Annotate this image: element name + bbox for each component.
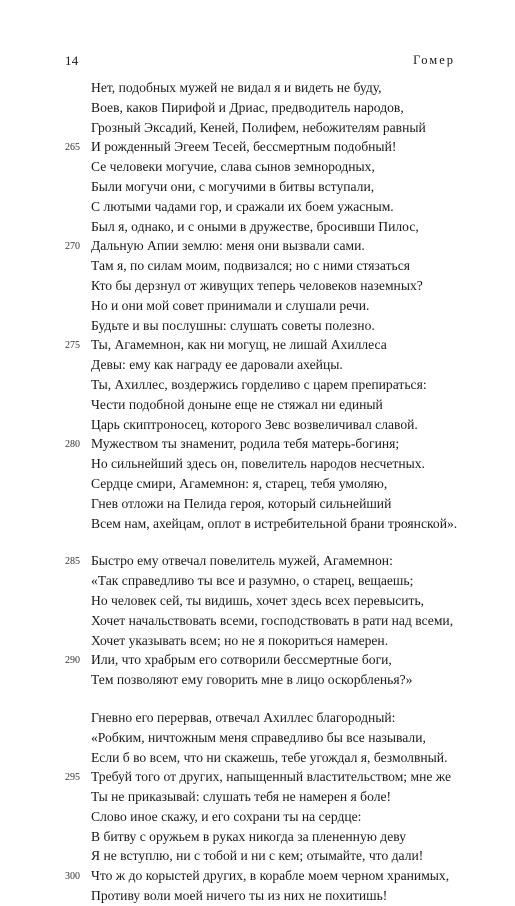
verse-line (0, 236, 515, 256)
verse-line (0, 787, 515, 807)
verse-line (0, 886, 515, 906)
verse-text: И рожденный Эгеем Тесей, бессмертным подобный! (91, 139, 397, 155)
verse-text: Хочет указывать всем; но не я покориться намерен. (91, 632, 389, 648)
verse-line (0, 197, 515, 217)
verse-line (0, 611, 515, 631)
line-number: 295 (65, 772, 80, 784)
verse-line (0, 177, 515, 197)
verse-text: Гнев отложи на Пелида героя, который сильнейший (91, 495, 392, 511)
verse-text: Быстро ему отвечал повелитель мужей, Агамемнон: (91, 553, 393, 569)
verse-line (0, 827, 515, 847)
verse-text: Ты, Ахиллес, воздержись горделиво с царем препираться: (91, 376, 427, 392)
verse-line (0, 276, 515, 296)
verse-text: Грозный Эксадий, Кеней, Полифем, небожителям равный (91, 119, 426, 135)
verse-text: Но сильнейший здесь он, повелитель народов несчетных. (91, 456, 425, 472)
verse-text: Всем нам, ахейцам, оплот в истребительной брани троянской». (91, 515, 458, 531)
verse-line (0, 474, 515, 494)
verse-line (0, 157, 515, 177)
verse-line (0, 137, 515, 157)
stanza (0, 551, 515, 690)
verse-line (0, 650, 515, 670)
verse-text: Противу воли моей ничего ты из них не похитишь! (91, 888, 388, 904)
verse-text: Там я, по силам моим, подвизался; но с ними стязаться (91, 258, 411, 274)
verse-line (0, 375, 515, 395)
verse-text: Нет, подобных мужей не видал я и видеть не буду, (91, 80, 382, 95)
verse-line (0, 571, 515, 591)
verse-text: Что ж до корыстей других, в корабле моем черном хранимых, (91, 868, 450, 884)
verse-text: Тем позволяют ему говорить мне в лицо оскорбленья?» (91, 672, 413, 688)
verse-text: С лютыми чадами гор, и сражали их боем ужасным. (91, 198, 394, 214)
verse-line (0, 217, 515, 237)
verse-text: Требуй того от других, напыщенный властительством; мне же (91, 769, 452, 785)
verse-text: Царь скиптроносец, которого Зевс возвеличивал славой. (91, 416, 418, 432)
verse-text: Гневно его перервав, отвечал Ахиллес благородный: (91, 709, 396, 725)
verse-text: Я не вступлю, ни с тобой и ни с кем; отымайте, что дали! (91, 848, 424, 864)
line-number: 280 (65, 439, 80, 451)
line-number: 265 (65, 142, 80, 154)
verse-text: Будьте и вы послушны: слушать советы полезно. (91, 317, 375, 333)
verse-text: Хочет начальствовать всеми, господствовать в рати над всеми, (91, 612, 454, 628)
line-number: 285 (65, 556, 80, 568)
verse-text: Ты, Агамемнон, как ни могущ, не лишай Ахиллеса (91, 337, 387, 353)
verse-line (0, 708, 515, 728)
stanza (0, 708, 515, 906)
verse-text: Девы: ему как награду ее даровали ахейцы. (91, 357, 343, 373)
page-number: 14 (65, 53, 79, 68)
verse-text: «Так справедливо ты все и разумно, о старец, вещаешь; (91, 573, 414, 589)
verse-text: Ты не приказывай: слушать тебя не намерен я боле! (91, 789, 392, 805)
verse-text: Был я, однако, и с оными в дружестве, бросивши Пилос, (91, 218, 419, 234)
verse-line (0, 355, 515, 375)
verse-line (0, 395, 515, 415)
verse-text: Сердце смири, Агамемнон: я, старец, тебя умоляю, (91, 475, 388, 491)
line-number: 275 (65, 340, 80, 352)
verse-line (0, 807, 515, 827)
verse-text: Но и они мой совет принимали и слушали речи. (91, 297, 370, 313)
verse-line (0, 256, 515, 276)
verse-text: Дальную Апии землю: меня они вызвали сами. (91, 238, 365, 254)
verse-text: Мужеством ты знаменит, родила тебя матерь-богиня; (91, 436, 400, 452)
verse-line (0, 78, 515, 98)
verse-text: «Робким, ничтожным меня справедливо бы все называли, (91, 729, 426, 745)
poem-text (0, 78, 515, 906)
verse-line (0, 316, 515, 336)
line-number: 270 (65, 241, 80, 253)
verse-text: Чести подобной доныне еще не стяжал ни единый (91, 396, 383, 412)
running-head: Гомер (413, 53, 455, 67)
verse-text: Но человек сей, ты видишь, хочет здесь всех перевысить, (91, 592, 425, 608)
verse-line (0, 118, 515, 138)
verse-text: Воев, каков Пирифой и Дриас, предводитель народов, (91, 99, 404, 115)
verse-line (0, 551, 515, 571)
verse-line (0, 728, 515, 748)
verse-line (0, 670, 515, 690)
verse-line (0, 591, 515, 611)
verse-line (0, 514, 515, 534)
verse-line (0, 98, 515, 118)
verse-text: Были могучи они, с могучими в битвы вступали, (91, 178, 375, 194)
line-number: 290 (65, 655, 80, 667)
stanza (0, 78, 515, 533)
verse-line (0, 748, 515, 768)
verse-text: В битву с оружьем в руках никогда за плененную деву (91, 828, 407, 844)
verse-line (0, 631, 515, 651)
verse-line (0, 767, 515, 787)
verse-line (0, 846, 515, 866)
verse-line (0, 434, 515, 454)
verse-line (0, 335, 515, 355)
verse-line (0, 415, 515, 435)
verse-text: Если б во всем, что ни скажешь, тебе угождал я, безмолвный. (91, 749, 448, 765)
verse-text: Се человеки могучие, слава сынов земнородных, (91, 159, 375, 175)
verse-text: Или, что храбрым его сотворили бессмертные боги, (91, 652, 392, 668)
line-number: 300 (65, 871, 80, 883)
verse-line (0, 296, 515, 316)
verse-line (0, 494, 515, 514)
verse-line (0, 454, 515, 474)
verse-text: Слово иное скажу, и его сохрани ты на сердце: (91, 808, 362, 824)
verse-line (0, 866, 515, 886)
verse-text: Кто бы дерзнул от живущих теперь человеков наземных? (91, 277, 423, 293)
